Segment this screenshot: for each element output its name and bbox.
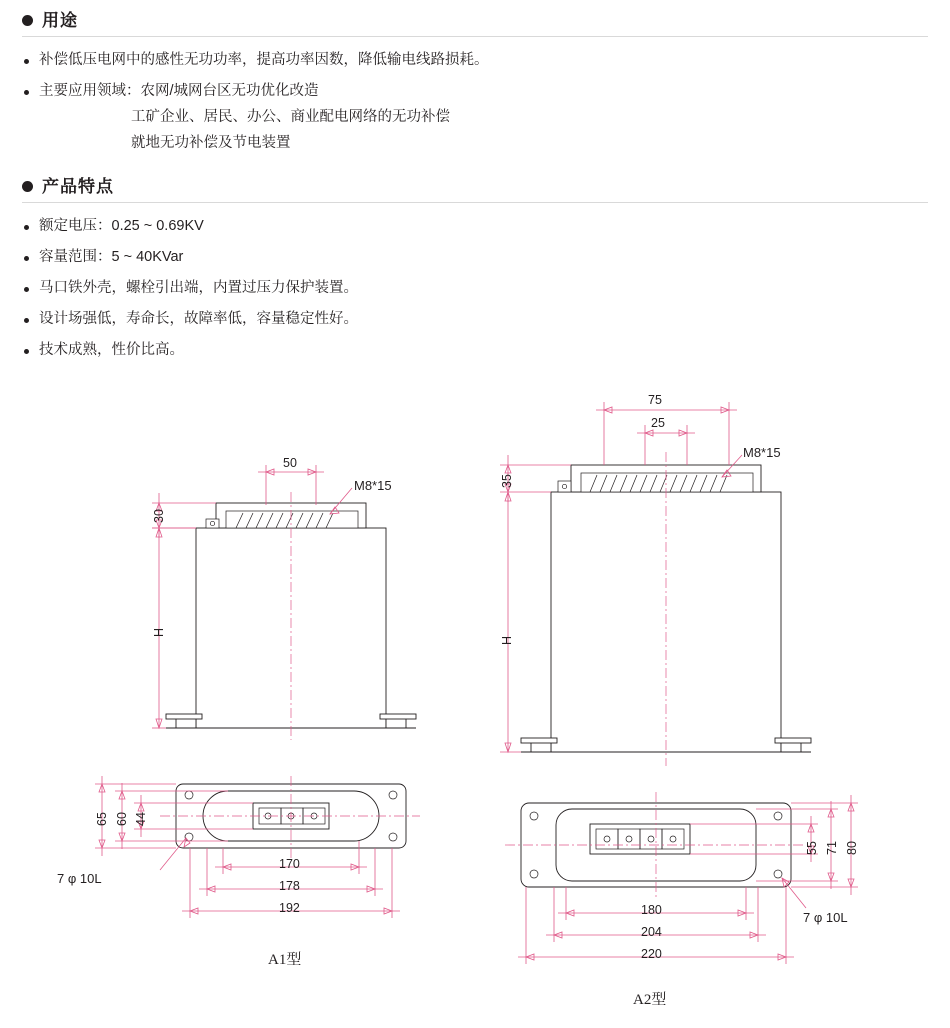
drawing-vector-layer [0, 380, 950, 1028]
a2-top-width-dim: 75 [648, 393, 662, 407]
usage-item-subtext: 工矿企业、居民、办公、商业配电网络的无功补偿 [131, 108, 450, 125]
list-item [22, 250, 928, 266]
a1-cap-height-dim: 30 [152, 509, 166, 523]
a1-caption: A1型 [268, 952, 302, 968]
a1-h-mid-dim: 60 [115, 812, 129, 826]
a2-cap-height-dim: 35 [500, 474, 514, 488]
list-item [22, 281, 928, 297]
usage-list [22, 53, 928, 152]
list-item [22, 53, 928, 69]
feature-item-text: 技术成熟，性价比高。 [39, 341, 184, 358]
section-features [22, 178, 928, 359]
section-features-title: 产品特点 [42, 177, 114, 196]
a1-hole-note: 7 φ 10L [57, 871, 102, 886]
a2-mid-width-dim: 204 [641, 925, 662, 939]
section-usage-header [22, 12, 928, 37]
list-item [22, 219, 928, 235]
list-item [22, 343, 928, 359]
bullet-icon [22, 181, 33, 192]
a1-inner-width-dim: 170 [279, 857, 300, 871]
usage-item-text: 主要应用领域：农网/城网台区无功优化改造 [39, 82, 319, 99]
a1-top-view [95, 776, 420, 918]
usage-item-subtext: 就地无功补偿及节电装置 [131, 134, 291, 151]
a1-bolt-label: M8*15 [354, 478, 392, 493]
a1-body-height-dim: H [152, 627, 166, 637]
section-usage [22, 12, 928, 152]
list-item [22, 312, 928, 328]
a2-h-outer-dim: 80 [845, 841, 859, 855]
a2-h-inner-dim: 55 [805, 841, 819, 855]
a1-top-width-dim: 50 [283, 456, 297, 470]
features-list [22, 219, 928, 359]
a1-outer-width-dim: 192 [279, 901, 300, 915]
a2-inner-width-dim: 180 [641, 903, 662, 917]
technical-drawings [0, 380, 950, 1028]
usage-item-text: 补偿低压电网中的感性无功功率，提高功率因数，降低输电线路损耗。 [39, 52, 489, 68]
a1-h-inner-dim: 44 [134, 812, 148, 826]
a2-caption: A2型 [633, 992, 667, 1008]
section-features-header [22, 178, 928, 203]
a2-outer-width-dim: 220 [641, 947, 662, 961]
a2-top-view [505, 792, 858, 964]
a2-body-height-dim: H [500, 635, 514, 645]
a2-top-inner-width-dim: 25 [651, 416, 665, 430]
feature-item-text: 额定电压：0.25 ~ 0.69KV [39, 218, 204, 234]
a1-h-outer-dim: 65 [95, 812, 109, 826]
a1-mid-width-dim: 178 [279, 879, 300, 893]
list-item [22, 84, 928, 152]
bullet-icon [22, 15, 33, 26]
section-usage-title: 用途 [42, 11, 78, 30]
a1-front-view [152, 465, 416, 740]
feature-item-text: 设计场强低，寿命长，故障率低，容量稳定性好。 [39, 310, 358, 327]
feature-item-text: 马口铁外壳，螺栓引出端，内置过压力保护装置。 [39, 279, 358, 296]
feature-item-text: 容量范围：5 ~ 40KVar [39, 248, 184, 265]
a2-bolt-label: M8*15 [743, 445, 781, 460]
a2-hole-note: 7 φ 10L [803, 910, 848, 925]
a2-h-mid-dim: 71 [825, 841, 839, 855]
